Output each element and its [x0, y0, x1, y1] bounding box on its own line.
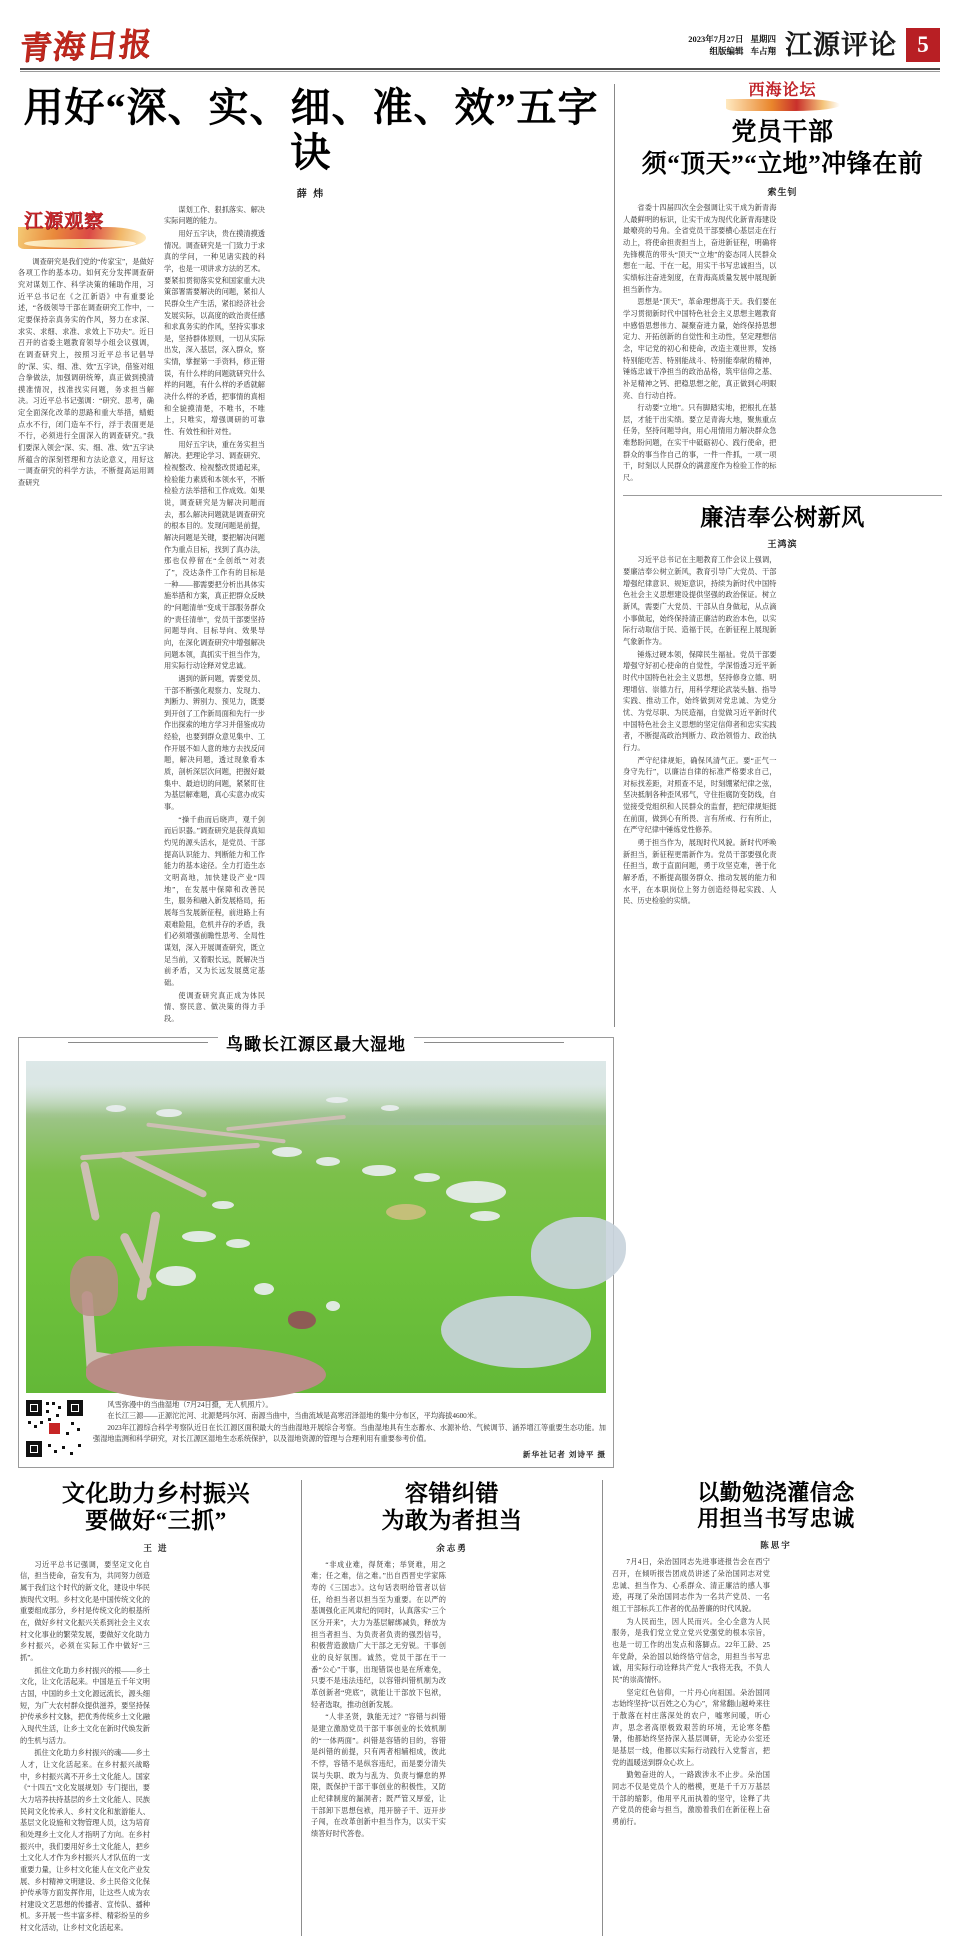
paragraph: 谋划工作、狠抓落实、解决实际问题的能力。 [164, 205, 265, 226]
masthead [18, 0, 942, 66]
pond [381, 1105, 399, 1111]
column-badge-label: 西海论坛 [748, 82, 817, 99]
paragraph: 调查研究是我们党的“传家宝”，是做好各项工作的基本功。如何充分发挥调查研究对谋划工作、科学决策的辅助作用，习近平总书记在《之江新语》中有重要论述，“各级领导干部在调查研究工作中，一定要保持亲真务实的作风，努力在求深、求实、求细、求准、求效上下功夫”。近日召开的省委主题教育领导小组会议强调，在调查研究上，按照习近平总书记倡导的“深、实、细、准、效”五字诀，借鉴对组合拳做法，加强调研统筹，真正做到摸清摸准情况，找准找实问题，务求担当解决。习近平总书记强调：“研究、思考，确定全面深化改革的思路和重大举措，蜻蜓点水不行，闭门造车不行，浮于表面更是不行，必须进行全面深入的调查研究。”我们要深入领会“深、实、细、准、效”五字诀所蕴含的深刻哲理和方法论意义，用好这一调查研究的科学方法，不断提高运用调查研究 [18, 257, 154, 488]
vertical-divider [614, 84, 615, 1027]
pond [386, 1204, 426, 1220]
photo-title-row [26, 1030, 606, 1055]
bottom-1-headline-line1: 文化助力乡村振兴 [62, 1480, 250, 1506]
column-badge-label: 江源观察 [24, 210, 105, 232]
pond [254, 1283, 274, 1295]
right-article-1-headline-line2: 须“顶天”“立地”冲锋在前 [641, 150, 924, 178]
lead-byline: 薛 炜 [296, 188, 326, 200]
bottom-article-3 [603, 1480, 942, 1936]
photo-caption-row [26, 1400, 606, 1460]
bottom-2-byline: 余志勇 [436, 1542, 468, 1553]
right-article-1-headline-line1: 党员干部 [731, 119, 834, 146]
paragraph: 锤炼过硬本领，保障民生福祉。党员干部要增强守好初心使命的自觉性，学深悟透习近平新时代中国特色社会主义思想，坚持修身立德、明理增信、崇德力行，用科学理论武装头脑、指导实践、推动工作，始终做到对党忠诚、为党分忧、为党尽职、为民造福，自觉做习近平新时代中国特色社会主义思想的坚定信仰者和忠实实践者，不断提高政治判断力、政治领悟力、政治执行力。 [623, 650, 777, 752]
river-segment [119, 1150, 207, 1198]
badge-swoosh-highlight-icon [24, 239, 136, 248]
article-divider [623, 495, 942, 496]
pond [316, 1157, 340, 1166]
weekday: 星期四 [750, 33, 776, 44]
lead-headline: 用好“深、实、细、准、效”五字诀 [23, 85, 599, 175]
page-number-badge: 5 [906, 28, 940, 62]
paragraph: 行动要“立地”。只有脚踏实地，把根扎在基层，才能干出实绩。要立足青海大地，聚焦重点任务，坚持问题导向，用心用情用力解决群众急难愁盼问题，在实干中砥砺初心、践行使命，把群众的事当作自己的事，一件一件抓，一项一项干，时刻以人民群众的满意度作为检验工作的标尺。 [623, 404, 777, 483]
pond [414, 1173, 440, 1182]
editor-label: 组版编辑 [709, 46, 744, 56]
paragraph: 抓住文化助力乡村振兴的根——乡土文化，让文化活起来。中国是五千年文明古国，中国的乡土文化源远流长，源头细短，为广大农村群众提供滋养，要坚持保护传承乡村文脉，把优秀传统乡土文化融入现代生活，让乡土文化在新时代焕发新的生机与活力。 [20, 1666, 150, 1745]
paragraph: 严守纪律规矩，确保风清气正。要“正气一身守先行”，以廉洁自律的标准严格要求自己，对标找差距，对照查不足，时刻绷紧纪律之弦，坚决抵制各种歪风邪气，守住拒腐防变防线，自觉接受党组织和人民群众的监督，把纪律规矩挺在前面，做到心有所畏、言有所戒、行有所止，在严守纪律中锤炼党性修养。 [623, 756, 777, 835]
bare-ground [70, 1256, 118, 1316]
pond [272, 1147, 302, 1157]
right-article-2-byline: 王鸿滨 [767, 539, 798, 550]
paragraph: 7月4日，朵治国同志先进事迹报告会在西宁召开，在倾听报告团成员讲述了朵治国同志对党忠诚、担当作为、心系群众、清正廉洁的感人事迹，再现了朵治国同志作为一名共产党员、一名组工干部标兵工作者的优品善廉的时代风貌。 [612, 1558, 770, 1613]
pond [470, 1211, 500, 1221]
pond [106, 1105, 126, 1112]
bottom-2-headline-line2: 为敢为者担当 [381, 1508, 523, 1534]
bottom-3-headline-line2: 用担当书写忠诚 [697, 1505, 855, 1531]
river-segment [80, 1160, 100, 1220]
bottom-1-byline: 王 进 [143, 1542, 169, 1553]
newspaper-logo: 青海日报 [17, 25, 155, 67]
photo-caption [93, 1400, 606, 1460]
paragraph: 用好五字诀，贵在摸清摸透情况。调查研究是一门致力于求真的学问，一种见诸实践的科学，也是一项讲求方法的艺术。要紧扣贯彻落实党和国家重大决策部署需要解决的问题，紧扣人民群众生产生活，紧扣经济社会发展实际，以高度的政治责任感和求真务实的作风，坚持实事求是，坚持群体原则，一切从实际出发，深入基层，深入群众，察实情，掌握第一手资料，修正错误，有什么样的问题就研究什么样的问题，有什么样的矛盾就解决什么样的矛盾，把事情的真相和全貌摸清楚，不唯书，不唯上，只唯实，增强调研的可靠性、有效性和针对性。 [164, 229, 265, 437]
bottom-article-1 [18, 1480, 301, 1936]
river-segment [80, 1142, 260, 1160]
pond [182, 1231, 216, 1242]
pond [226, 1239, 250, 1248]
paragraph: 习近平总书记在主题教育工作会议上强调，要廉洁奉公树立新风，教育引导广大党员、干部增强纪律意识、规矩意识，持续为新时代中国特色社会主义思想建设提供坚强的政治保证。树立新风，需要广大党员、干部从自身做起，从点滴小事做起，始终保持清正廉洁的政治本色，以实际行动取信于民、造福于民，在新征程上展现新气象新作为。 [623, 556, 777, 646]
lead-rest-columns [164, 205, 604, 1027]
lead-article [18, 80, 614, 1027]
masthead-rule [20, 68, 940, 70]
photo-feature-wrap [18, 1034, 614, 1468]
bottom-section [18, 1480, 942, 1936]
pond [362, 1165, 396, 1176]
qr-code[interactable] [26, 1400, 83, 1457]
caption-line: 在长江三源——正源沱沱河、北源楚玛尔河、南源当曲中，当曲流域是高寒沼泽湿地的集中分布区，平均海拔4600米。 [107, 1412, 482, 1421]
bottom-1-body [20, 1560, 292, 1936]
rule-right [424, 1042, 564, 1043]
bottom-2-body [311, 1560, 593, 1842]
caption-line: 风雪弥漫中的当曲湿地（7月24日摄，无人机照片）。 [107, 1400, 273, 1409]
paragraph: 使调查研究真正成为体民情、察民意、做决策的得力手段。 [164, 991, 265, 1023]
masthead-right [688, 28, 940, 62]
pond [212, 1201, 234, 1209]
bottom-1-headline-line2: 要做好“三抓” [85, 1508, 227, 1534]
paragraph: “操千曲而后晓声，观千剑而后识器。”调查研究是获得真知灼见的源头活水，是党员、干部提高认识能力、判断能力和工作能力的基本途径。全力打造生态文明高地，加快建设产业“四地”，在发展中保障和改善民生，服务和融入新发展格局，拓展每当发展新征程，前进路上有艰难险阻，危机并存的矛盾，我们必须增强前瞻性思考、全局性谋划，深入开展调查研究，既立足当前，又着眼长远，既解决当前矛盾，又为长远发展奠定基础。 [164, 815, 265, 987]
paragraph: “非成业难，得贤难；举贤难，用之难；任之难，信之难。”出自西晋史学家陈寿的《三国志》。这句话表明给管者以信任，给担当者以担当至为重要。在以严的基调强化正风肃纪的同时，认真落实“三个区分开来”，大力为基层解绑减负，释放为担当者担当、为负责者负责的强烈信号，积极营造激励广大干部之无穷锐。干事创业的良好氛围。诚然，党员干部在干一番“公心”干事，出现错误也是在所难免，只要不是违法违纪，以容错纠错机制为改革创新者“兜底”，就能让干部放下包袱，轻者选取，推动创新发展。 [311, 1560, 446, 1709]
paragraph: 坚定红色信仰，一片丹心向祖国。朵治国同志始终坚持“以百姓之心为心”，常常翻山越岭来往于散落在村庄落深处的农户，嘘寒问暖，听心声，思念者高原极致艰苦的环境，无论寒冬酷暑，他都始终坚持深入基层调研，无论办公室还是基层一线，他都以实际行动践行入党誓言，把党的温暖送到群众心坎上。 [612, 1688, 770, 1767]
lead-body-row [18, 205, 604, 1027]
publication-date: 2023年7月27日 [688, 33, 744, 44]
right-column [623, 80, 942, 1027]
pond [531, 1217, 626, 1289]
bottom-2-headline-line1: 容错纠错 [405, 1480, 499, 1506]
right-article-2-headline: 廉洁奉公树新风 [700, 504, 865, 530]
paragraph: 省委十四届四次全会强调让实干成为新青海人最鲜明的标识，让实干成为现代化新青海建设最嘹亮的号角。全省党员干部要横心基层走在行动上，将使命担责担当上，奋进新征程，明确将先锋模范的带头“顶天”“立地”的姿态同人民群众想在一起、干在一起，用实干书写忠诚担当，以实绩标注奋进刻度，在青海高质量发展中展现新担当新作为。 [623, 204, 777, 294]
qr-logo-icon [47, 1421, 62, 1436]
paragraph: 思想是“顶天”，革命理想高于天。我们要在学习贯彻新时代中国特色社会主义思想主题教育中感悟思想伟力、凝聚奋进力量，始终保持思想定力、开拓创新的自觉性和主动性，坚定理想信念，牢记党的初心和使命，改造主观世界，发扬特别能吃苦、特别能战斗、特别能奉献的精神，锤炼忠诚干净担当的政治品格，筑牢信仰之基、补足精神之钙、把稳思想之舵，真正做到心明眼亮、自行动自持。 [623, 298, 777, 400]
pond [326, 1097, 348, 1103]
section-title: 江源评论 [785, 29, 897, 60]
masthead-logo-wrap [17, 25, 155, 67]
column-badge-xihai [724, 80, 842, 114]
paragraph: “人非圣贤，孰能无过？”容错与纠错是建立激励党员干部干事创业的长效机制的“一体两面”。纠错是容错的目的，容错是纠错的前提，只有两者相辅相成，彼此不悖，容错不是纵容违纪，而是要分清失误与失职、敢为与乱为、负责与懈怠的界限，既保护干部干事创业的积极性，又防止纪律制度的漏洞者；既严管又厚爱，让干部卸下思想包袱，甩开膀子干、迈开步子闯，在改革创新中担当作为，以实干实绩答好时代答卷。 [311, 1713, 446, 1838]
masthead-rule-thin [20, 71, 940, 72]
top-section [18, 80, 942, 1027]
bare-ground [288, 1311, 316, 1329]
wetland-aerial-photo [26, 1061, 606, 1393]
bottom-3-byline: 陈思宇 [760, 1540, 792, 1551]
bottom-3-headline-line1: 以勤勉浇灌信念 [697, 1479, 855, 1505]
bottom-3-body [612, 1557, 940, 1829]
paragraph: 习近平总书记强调，要坚定文化自信，担当使命，奋发有为，共同努力创造属于我们这个时代的新文化，建设中华民族现代文明。乡村文化是中国传统文化的重要组成部分，乡村是传统文化的根基所在，做好乡村文化振兴关系到社会主义农村文化事业的繁荣发展，要做好文化助力乡村振兴，必须在实际工作中做好“三抓”。 [20, 1560, 150, 1663]
column-badge-jiangyuan [20, 207, 144, 251]
pond [326, 1301, 340, 1311]
lead-badge-column [18, 205, 164, 1027]
lead-column-1 [18, 257, 154, 491]
photo-feature [18, 1034, 614, 1468]
caption-line: 2023年江源综合科学考察队近日在长江源区面积最大的当曲湿地开展综合考察。当曲湿地具有生态蓄水、水源补给、气候调节、涵养增江等重要生态功能。加强湿地监测和科学研究，对长江源区湿地生态系统保护，以及湿地资源的管理与合理利用有重要参考价值。 [93, 1423, 606, 1444]
paragraph: 用好五字诀，重在务实担当解决。把理论学习、调查研究、检视整改、检视整改贯通起来，检验能力素质和本领水平，不断检验方法举措和工作成效。如果说，调查研究是为解决问题而去，那么解决问题就是调查研究的根本目的。发现问题是前提，解决问题是关键，要把解决问题作为重点目标，找到了真办法，那也仅停留在“全创纸”“对表了”，没达条件工作有的目标是一种——都需要把分析出具体实施举措和方案，真正把群众反映的“问题清单”变成干部服务群众的“责任清单”，党员干部要坚持问题导向、目标导向、效果导向，在深化调查研究中增强解决问题本领，真抓实干担当作为，用实际行动诠释对党忠诚。 [164, 440, 265, 671]
right-article-1-body [623, 203, 942, 486]
pond [441, 1296, 591, 1368]
lead-columns [164, 205, 604, 1027]
pond [156, 1109, 182, 1117]
bare-ground [86, 1346, 326, 1401]
paragraph: 遇到的新问题，需要党员、干部不断强化观察力、发现力、判断力、辨别力、预见力，既要到开创了工作新局面和先行一步作出探索的地方学习并借鉴成功经验，也要到群众意见集中、工作开展不如人意的地方去找反问题，解决问题，透过现象看本质，剖析深层次问题，把握好最集中、最迫切的问题，紧紧盯住为基层解难题，真心实意办成实事。 [164, 674, 265, 812]
rule-left [68, 1042, 208, 1043]
photo-title: 鸟瞰长江源区最大湿地 [218, 1030, 414, 1055]
pond [446, 1181, 506, 1203]
right-article-1-byline: 索生钊 [767, 187, 798, 197]
right-article-2-body [623, 555, 942, 909]
editor-name: 车占翔 [750, 46, 776, 56]
paragraph: 抓住文化助力乡村振兴的魂——乡土人才，让文化活起来。在乡村振兴战略中，乡村振兴离不开乡土文化能人。国家《“十四五”文化发展规划》专门提出，要大力培养扶持基层的乡土文化能人、民族民间文化传承人、乡村文化和旅游能人、基层文化设施和文物管理人员，这为培育和处理乡土文化人才指明了方向。在乡村振兴中，我们要用好乡土文化能人，把乡土文化人才作为乡村振兴人才队伍的一支重要力量，让乡村文化能人在文化产业发展、乡村精神文明建设、乡土民俗文化保护传承等方面发挥作用，让这些人成为农村建设文艺思想的传播者、宣传队、播种机。多开展一些丰富多样、精彩纷呈的乡村文化活动，让乡村文化活起来。 [20, 1749, 150, 1933]
pond [156, 1266, 196, 1286]
bottom-article-2 [302, 1480, 602, 1936]
paragraph: 为人民而生，因人民而兴。全心全意为人民服务，是我们党立党立党兴党强党的根本宗旨，也是一切工作的出发点和落脚点。22年工龄、25年党龄，朵治国以始终恪守信念，用担当书写忠诚，用实际行动诠释共产党人“我将无我，不负人民”的崇高情怀。 [612, 1617, 770, 1684]
masthead-meta [688, 33, 776, 58]
photo-credit: 新华社记者 刘诗平 摄 [522, 1449, 606, 1459]
paragraph: 勤勉奋进的人，一路跋涉永不止步。朵治国同志不仅是党员个人的楷模，更是千千万万基层干部的缩影，他用平凡而执着的坚守，诠释了共产党员的使命与担当，激励着我们在新征程上奋勇前行。 [612, 1771, 770, 1826]
paragraph: 勇于担当作为，展现时代风貌。新时代呼唤新担当，新征程更需新作为。党员干部要强化责任担当，敢于直面问题，勇于攻坚克难，善于化解矛盾，不断提高服务群众、推动发展的能力和水平，在本职岗位上努力创造经得起实践、人民、历史检验的实绩。 [623, 839, 777, 906]
